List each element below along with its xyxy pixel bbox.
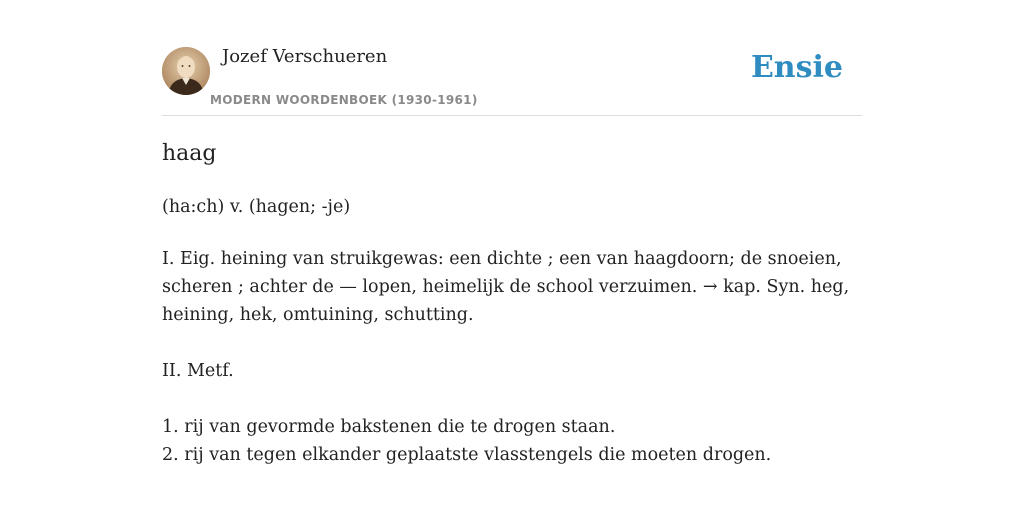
sense-2-item: 2. rij van tegen elkander geplaatste vlasstengels die moeten drogen.	[162, 445, 772, 465]
source-label[interactable]: MODERN WOORDENBOEK (1930-1961)	[210, 93, 478, 107]
sense-2-heading: II. Metf.	[162, 361, 234, 381]
author-name[interactable]: Jozef Verschueren	[222, 46, 388, 67]
entry-card	[162, 0, 862, 465]
ensie-logo[interactable]: Ensie	[750, 50, 843, 85]
author-avatar[interactable]	[162, 47, 210, 95]
author-portrait-icon	[162, 47, 210, 95]
sense-1: I. Eig. heining van struikgewas: een dichte ; een van haagdoorn; de snoeien, scheren ; achter de — lopen, heimelijk de school verzuimen. → kap. Syn. heg, heining, hek, omtuining, schutting.	[162, 249, 850, 325]
sense-2-item: 1. rij van gevormde bakstenen die te drogen staan.	[162, 417, 616, 437]
headword: haag	[162, 141, 217, 166]
pronunciation: (ha:ch) v. (hagen; -je)	[162, 197, 351, 217]
entry-header	[162, 0, 862, 116]
definition-body	[162, 193, 862, 469]
